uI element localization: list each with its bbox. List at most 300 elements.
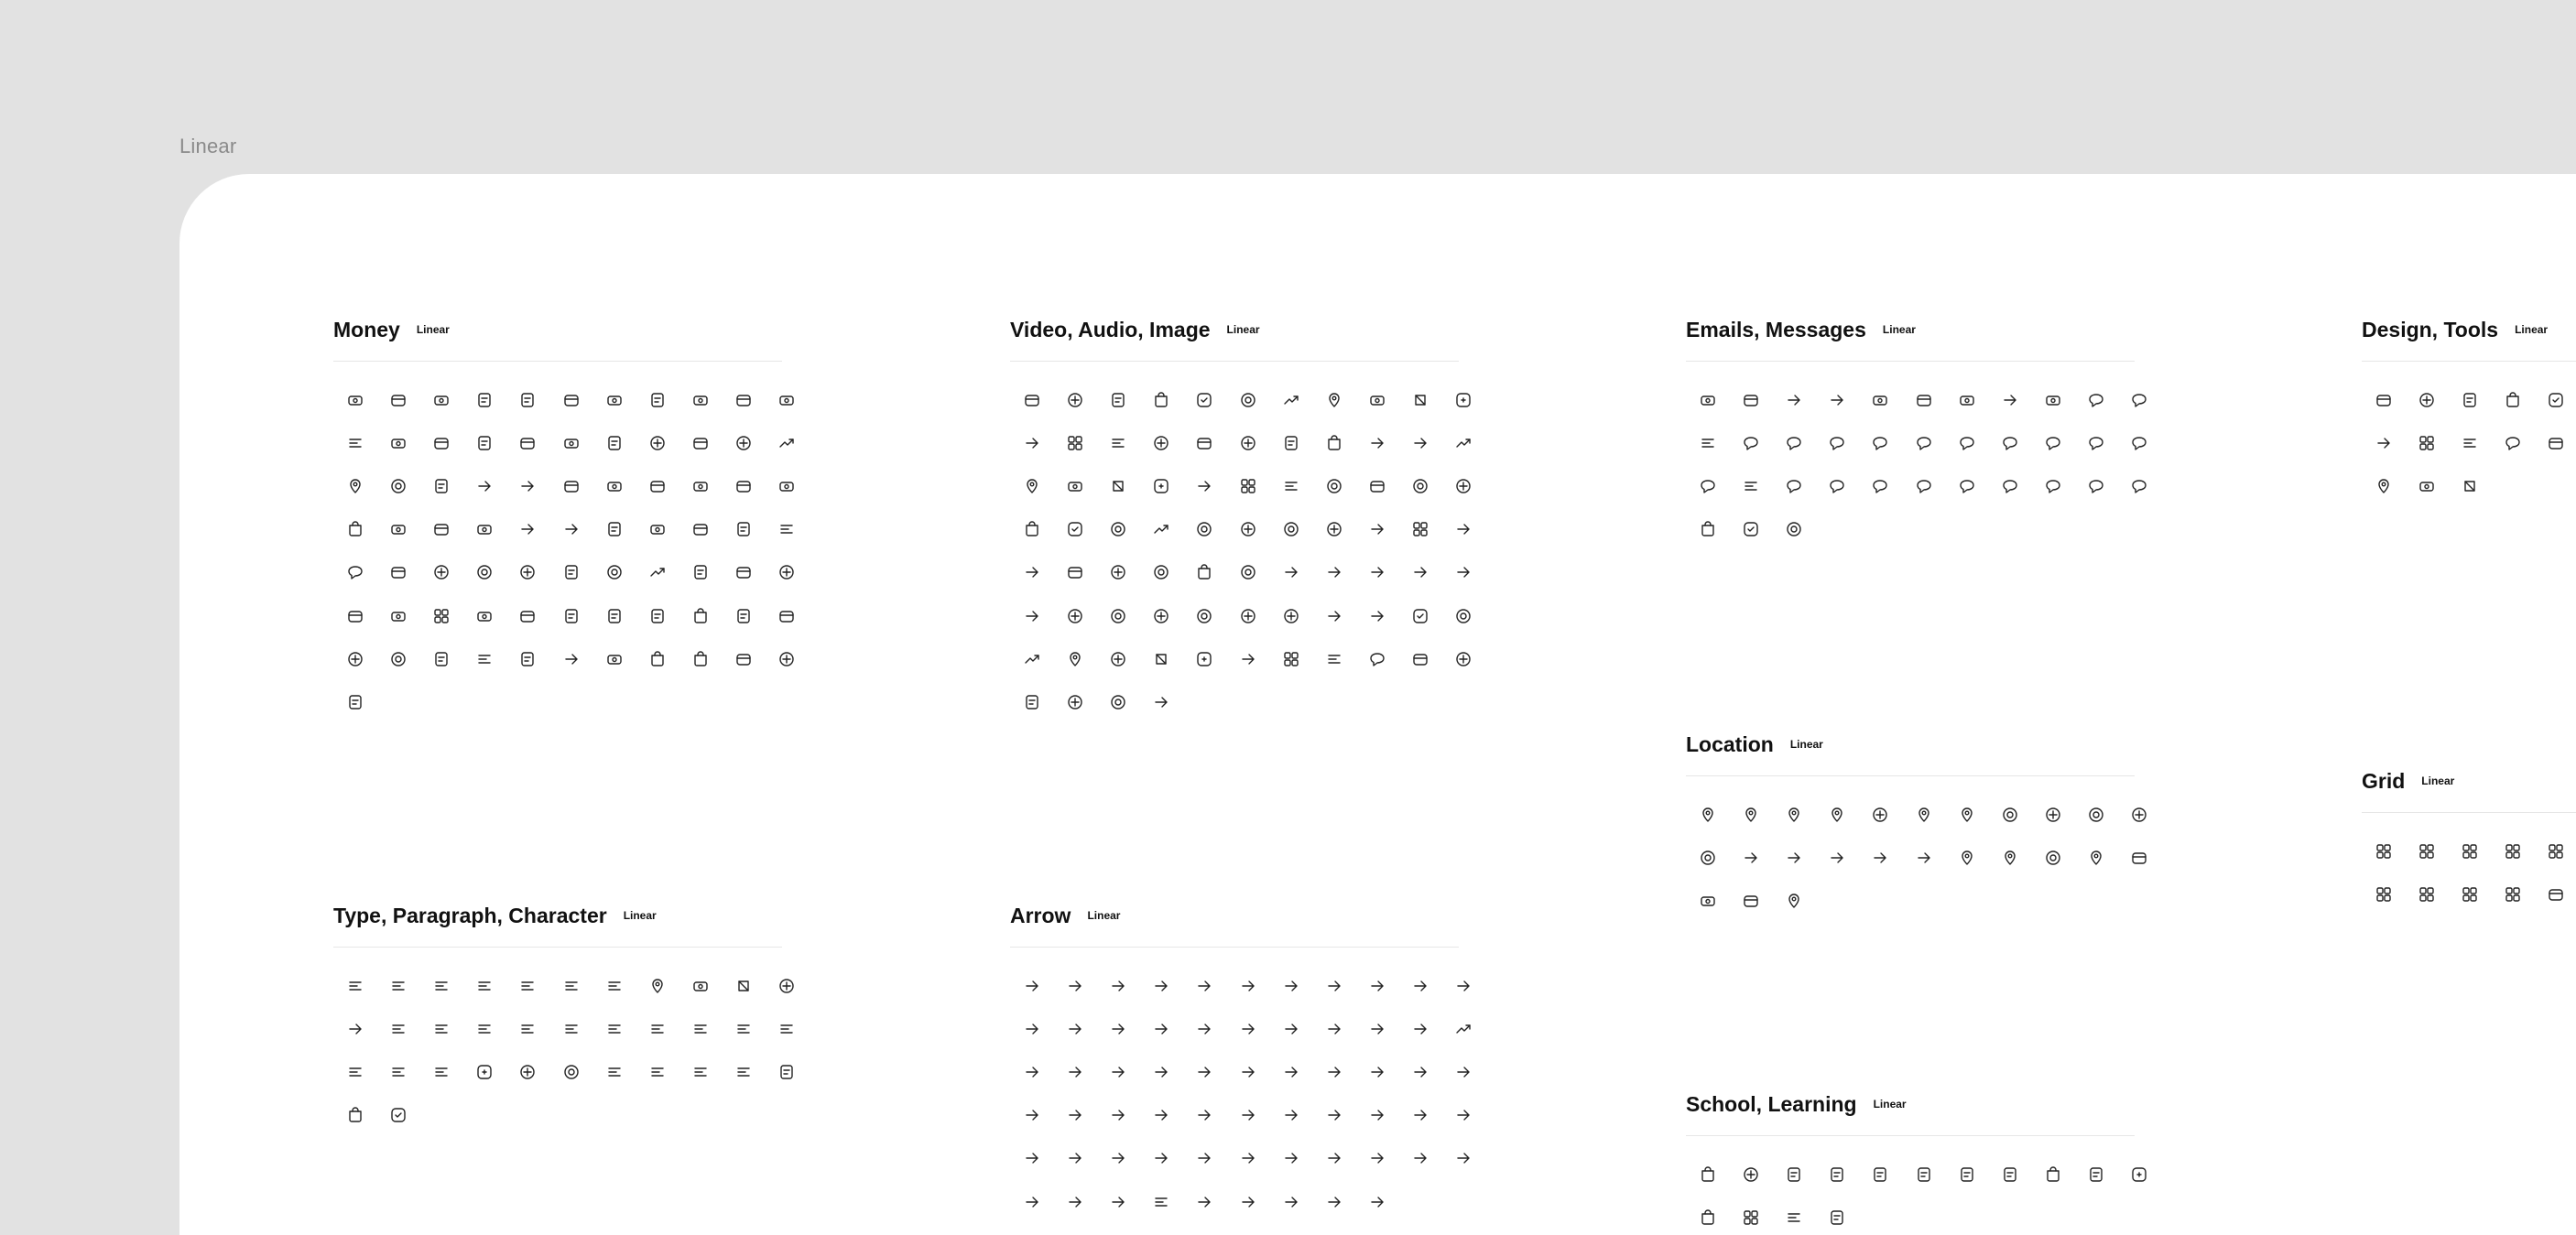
receipt-edit-icon[interactable]	[506, 378, 549, 421]
microphone-icon[interactable]	[1010, 378, 1053, 421]
export-3-icon[interactable]	[1183, 1137, 1226, 1180]
location-cross-icon[interactable]	[1945, 793, 1988, 836]
grid-4-icon[interactable]	[2492, 829, 2535, 872]
teacher-2-icon[interactable]	[1729, 1196, 1772, 1235]
shopping-bag-icon[interactable]	[636, 637, 679, 680]
receipt-minus-icon[interactable]	[463, 421, 506, 464]
tag-icon[interactable]	[592, 551, 636, 594]
pause-circle-icon[interactable]	[1053, 680, 1096, 723]
receive-square-icon[interactable]	[1183, 1094, 1226, 1137]
play-add-icon[interactable]	[1399, 637, 1442, 680]
refresh-square-icon[interactable]	[1356, 1180, 1399, 1223]
card-pos-icon[interactable]	[723, 378, 766, 421]
forward-10-icon[interactable]	[1442, 551, 1485, 594]
arrow-up-2-icon[interactable]	[1053, 1007, 1096, 1050]
voice-cricle-icon[interactable]	[1053, 637, 1096, 680]
convert-icon[interactable]	[1269, 1094, 1312, 1137]
camera-slash-icon[interactable]	[1140, 464, 1183, 507]
layer-icon[interactable]	[2362, 421, 2405, 464]
camera-icon[interactable]	[1096, 464, 1139, 507]
building-icon[interactable]	[1772, 1196, 1815, 1235]
camera-2-icon[interactable]	[1140, 637, 1183, 680]
note-2-icon[interactable]	[419, 637, 462, 680]
arrow-down-2-icon[interactable]	[1096, 1007, 1139, 1050]
gallery-add-icon[interactable]	[1269, 421, 1312, 464]
message-favorite-icon[interactable]	[1816, 464, 1859, 507]
play-icon[interactable]	[1269, 464, 1312, 507]
bank-icon[interactable]	[766, 421, 809, 464]
smallcaps-icon[interactable]	[376, 1007, 419, 1050]
image-icon[interactable]	[1183, 464, 1226, 507]
gallery-remove-icon[interactable]	[1010, 464, 1053, 507]
message-tick-icon[interactable]	[1988, 421, 2031, 464]
text-underline-icon[interactable]	[506, 1007, 549, 1050]
card-send-icon[interactable]	[506, 508, 549, 551]
money-recive-icon[interactable]	[549, 464, 592, 507]
gps-slash-icon[interactable]	[2032, 836, 2075, 879]
money-remove-icon[interactable]	[679, 421, 723, 464]
note-text-icon[interactable]	[463, 637, 506, 680]
security-card-icon[interactable]	[376, 551, 419, 594]
gallery-slash-icon[interactable]	[1226, 421, 1269, 464]
refresh-left-square-icon[interactable]	[1399, 1137, 1442, 1180]
arrow-down-icon[interactable]	[1816, 836, 1859, 879]
quote-up-icon[interactable]	[679, 1007, 723, 1050]
text-icon[interactable]	[592, 1007, 636, 1050]
book-icon[interactable]	[1816, 1153, 1859, 1196]
money-forbidden-icon[interactable]	[766, 464, 809, 507]
arrow-square-icon[interactable]	[1010, 1180, 1053, 1223]
backward-10-icon[interactable]	[1312, 551, 1355, 594]
import-icon[interactable]	[1096, 1094, 1139, 1137]
volume-high-icon[interactable]	[1356, 378, 1399, 421]
textalign-justifyleft-icon[interactable]	[463, 964, 506, 1007]
clipboard-icon[interactable]	[2075, 1153, 2118, 1196]
archive-icon[interactable]	[592, 594, 636, 637]
card-add-icon[interactable]	[723, 464, 766, 507]
musicnote-icon[interactable]	[1442, 464, 1485, 507]
cards-icon[interactable]	[463, 594, 506, 637]
percentage-square-icon[interactable]	[592, 421, 636, 464]
money-time-icon[interactable]	[679, 464, 723, 507]
direct-send-icon[interactable]	[1988, 378, 2031, 421]
textalign-center-icon[interactable]	[376, 964, 419, 1007]
card-coin-icon[interactable]	[766, 551, 809, 594]
import-3-icon[interactable]	[1140, 1137, 1183, 1180]
frame-icon[interactable]	[1140, 1180, 1183, 1223]
grid-5-icon[interactable]	[2535, 829, 2576, 872]
direct-notification-icon[interactable]	[2032, 378, 2075, 421]
arrow-right-icon[interactable]	[1356, 964, 1399, 1007]
dollar-square-icon[interactable]	[636, 421, 679, 464]
note-2-icon[interactable]	[1816, 1196, 1859, 1235]
note-icon[interactable]	[679, 551, 723, 594]
brightness-icon[interactable]	[1442, 594, 1485, 637]
message-text-2-icon[interactable]	[1729, 464, 1772, 507]
path-icon[interactable]	[2448, 421, 2491, 464]
refresh-right-square-icon[interactable]	[1442, 1137, 1485, 1180]
music-square-icon[interactable]	[1226, 551, 1269, 594]
maximize-icon[interactable]	[2535, 872, 2576, 915]
message-icon[interactable]	[2075, 378, 2118, 421]
receipt-icon[interactable]	[463, 378, 506, 421]
eraser-icon[interactable]	[2492, 421, 2535, 464]
volume-up-icon[interactable]	[1399, 378, 1442, 421]
note-add-icon[interactable]	[506, 637, 549, 680]
wallet-search-icon[interactable]	[679, 378, 723, 421]
export-2-icon[interactable]	[1010, 1137, 1053, 1180]
video-play-icon[interactable]	[1226, 637, 1269, 680]
chart-square-icon[interactable]	[419, 551, 462, 594]
grid-3-icon[interactable]	[2448, 829, 2491, 872]
play-remove-icon[interactable]	[1442, 637, 1485, 680]
arrow-up-circle-icon[interactable]	[1399, 1050, 1442, 1093]
ticket-icon[interactable]	[766, 508, 809, 551]
arrow-circle-left-icon[interactable]	[1226, 1007, 1269, 1050]
arrow-up-3-icon[interactable]	[1312, 1050, 1355, 1093]
link-circle-icon[interactable]	[766, 964, 809, 1007]
arrow-down-square-icon[interactable]	[1226, 964, 1269, 1007]
location-icon[interactable]	[1686, 793, 1729, 836]
gallery-export-icon[interactable]	[1399, 421, 1442, 464]
text-bold-icon[interactable]	[549, 1007, 592, 1050]
link-21-icon[interactable]	[723, 964, 766, 1007]
arrow-right-2-icon[interactable]	[1140, 1007, 1183, 1050]
wallet-money-icon[interactable]	[376, 378, 419, 421]
dollar-circle-2-icon[interactable]	[333, 637, 376, 680]
directbox-default-icon[interactable]	[1729, 378, 1772, 421]
stop-circle-icon[interactable]	[1096, 680, 1139, 723]
arrow-left-2-icon[interactable]	[1183, 1007, 1226, 1050]
empty-wallet-add-icon[interactable]	[636, 508, 679, 551]
gallery-edit-icon[interactable]	[1442, 421, 1485, 464]
brush-icon[interactable]	[2448, 378, 2491, 421]
card-tick-icon[interactable]	[679, 508, 723, 551]
arrow-up-square-icon[interactable]	[1183, 964, 1226, 1007]
message-square-icon[interactable]	[1902, 464, 1945, 507]
quote-up-square-icon[interactable]	[766, 1007, 809, 1050]
audio-square-icon[interactable]	[1183, 551, 1226, 594]
video-slash-icon[interactable]	[1053, 421, 1096, 464]
empty-wallet-icon[interactable]	[636, 464, 679, 507]
arrow-circle-down-icon[interactable]	[1312, 1007, 1355, 1050]
rotate-left-icon[interactable]	[1096, 1050, 1139, 1093]
music-square-remove-icon[interactable]	[1226, 594, 1269, 637]
message-time-icon[interactable]	[2075, 421, 2118, 464]
bag-icon[interactable]	[679, 637, 723, 680]
direct-normal-icon[interactable]	[1945, 378, 1988, 421]
textalign-justifycenter-icon[interactable]	[506, 964, 549, 1007]
pharagraphspacing-icon[interactable]	[723, 1050, 766, 1093]
colorfilter-icon[interactable]	[2535, 421, 2576, 464]
direct-up-icon[interactable]	[2118, 836, 2161, 879]
video-octagon-icon[interactable]	[1096, 508, 1139, 551]
language-circle-icon[interactable]	[549, 1050, 592, 1093]
quote-down-circle-icon[interactable]	[419, 1050, 462, 1093]
message-edit-icon[interactable]	[2032, 421, 2075, 464]
coin-icon[interactable]	[376, 464, 419, 507]
minus-square-icon[interactable]	[1686, 508, 1729, 551]
device-message-icon[interactable]	[2118, 464, 2161, 507]
textalign-right-icon[interactable]	[419, 964, 462, 1007]
video-tick-icon[interactable]	[1356, 637, 1399, 680]
music-circle-icon[interactable]	[1140, 421, 1183, 464]
video-icon[interactable]	[1010, 421, 1053, 464]
previous-icon[interactable]	[1053, 551, 1096, 594]
language-square-icon[interactable]	[592, 1050, 636, 1093]
mask-icon[interactable]	[1226, 464, 1269, 507]
gallery-favorite-icon[interactable]	[1053, 464, 1096, 507]
book-square-icon[interactable]	[1988, 1153, 2031, 1196]
microphone-slash-icon[interactable]	[1053, 378, 1096, 421]
message-add-icon[interactable]	[1729, 421, 1772, 464]
send-square-icon[interactable]	[1226, 1094, 1269, 1137]
arrow-down-left-icon[interactable]	[1010, 964, 1053, 1007]
arrow-swap-horizontal-icon[interactable]	[1096, 964, 1139, 1007]
arrow-down-3-icon[interactable]	[1356, 1050, 1399, 1093]
music-library-icon[interactable]	[1053, 594, 1096, 637]
map-icon[interactable]	[1945, 836, 1988, 879]
global-icon[interactable]	[2075, 793, 2118, 836]
briefcase-icon[interactable]	[1686, 1153, 1729, 1196]
redo-circle-icon[interactable]	[1226, 1180, 1269, 1223]
direct-left-icon[interactable]	[1729, 879, 1772, 922]
book-saved-icon[interactable]	[1859, 1153, 1902, 1196]
volume-slash-icon[interactable]	[1226, 378, 1269, 421]
arrow-circle-2-icon[interactable]	[1053, 1180, 1096, 1223]
sms-notification-icon[interactable]	[2075, 464, 2118, 507]
gallery-tick-icon[interactable]	[1312, 421, 1355, 464]
money-3-icon[interactable]	[333, 594, 376, 637]
discount-circle-icon[interactable]	[723, 421, 766, 464]
routing-icon[interactable]	[1988, 836, 2031, 879]
arrow-circle-up-icon[interactable]	[1356, 1007, 1399, 1050]
wallet-add-icon[interactable]	[419, 378, 462, 421]
brifecase-timer-icon[interactable]	[1686, 1196, 1729, 1235]
bookmark-icon[interactable]	[1902, 1153, 1945, 1196]
video-remove-icon[interactable]	[1312, 637, 1355, 680]
sms-edit-icon[interactable]	[2032, 464, 2075, 507]
music-filter-icon[interactable]	[1140, 551, 1183, 594]
repeate-one-icon[interactable]	[1356, 594, 1399, 637]
discount-shape-icon[interactable]	[636, 551, 679, 594]
forward-15-icon[interactable]	[1010, 594, 1053, 637]
video-time-icon[interactable]	[1096, 551, 1139, 594]
card-remove-icon[interactable]	[419, 508, 462, 551]
subtitle-icon[interactable]	[1140, 508, 1183, 551]
arrow-circle-right-icon[interactable]	[1269, 1007, 1312, 1050]
paintbucket-icon[interactable]	[2405, 378, 2448, 421]
gps-icon[interactable]	[1859, 793, 1902, 836]
ticket-star-icon[interactable]	[333, 551, 376, 594]
gallery-icon[interactable]	[1183, 421, 1226, 464]
calculator-icon[interactable]	[333, 680, 376, 723]
card-slash-icon[interactable]	[376, 594, 419, 637]
messages-3-icon[interactable]	[1945, 464, 1988, 507]
pen-tool-icon[interactable]	[2535, 378, 2576, 421]
gallery-2-icon[interactable]	[1269, 594, 1312, 637]
message-remove-icon[interactable]	[1902, 421, 1945, 464]
money-tick-icon[interactable]	[506, 594, 549, 637]
textalign-left-icon[interactable]	[333, 964, 376, 1007]
wallet-icon[interactable]	[333, 378, 376, 421]
textalign-justifyright-icon[interactable]	[549, 964, 592, 1007]
archive-book-icon[interactable]	[549, 551, 592, 594]
receive-icon[interactable]	[1226, 1137, 1269, 1180]
arrow-right-3-icon[interactable]	[1269, 1050, 1312, 1093]
directbox-send-icon[interactable]	[1772, 378, 1815, 421]
receipt-2-icon[interactable]	[419, 464, 462, 507]
database-icon[interactable]	[333, 464, 376, 507]
rotate-icon[interactable]	[1096, 1180, 1139, 1223]
arrow-swap-circle-icon[interactable]	[1312, 1180, 1355, 1223]
video-vertical-icon[interactable]	[1010, 508, 1053, 551]
arrow-left-icon[interactable]	[1859, 836, 1902, 879]
direct-icon[interactable]	[1859, 378, 1902, 421]
shuffle-icon[interactable]	[1399, 594, 1442, 637]
refresh-icon[interactable]	[1140, 680, 1183, 723]
link-square-icon[interactable]	[333, 1007, 376, 1050]
forward-square-icon[interactable]	[1399, 1094, 1442, 1137]
quote-up-circle-icon[interactable]	[376, 1050, 419, 1093]
element-equal-icon[interactable]	[2405, 872, 2448, 915]
money-4-icon[interactable]	[463, 508, 506, 551]
quote-down-square-icon[interactable]	[333, 1050, 376, 1093]
sms-search-icon[interactable]	[1686, 464, 1729, 507]
refresh-2-icon[interactable]	[1183, 1050, 1226, 1093]
record-circle-icon[interactable]	[1269, 508, 1312, 551]
direct-inbox-icon[interactable]	[1902, 378, 1945, 421]
backward-icon[interactable]	[1442, 508, 1485, 551]
tag-2-icon[interactable]	[419, 594, 462, 637]
moneys-icon[interactable]	[506, 421, 549, 464]
send-icon[interactable]	[1269, 1137, 1312, 1180]
grid-2-icon[interactable]	[2405, 829, 2448, 872]
volume-cross-icon[interactable]	[1269, 378, 1312, 421]
directbox-receive-icon[interactable]	[1816, 378, 1859, 421]
sms-icon[interactable]	[1988, 464, 2031, 507]
arrow-swap-icon[interactable]	[1399, 1007, 1442, 1050]
record-icon[interactable]	[1312, 464, 1355, 507]
microphone-slash-2-icon[interactable]	[1140, 378, 1183, 421]
wallet-3-icon[interactable]	[766, 594, 809, 637]
card-edit-icon[interactable]	[376, 508, 419, 551]
arrow-left-3-icon[interactable]	[1226, 1050, 1269, 1093]
gallery-import-icon[interactable]	[1356, 421, 1399, 464]
archive-minus-icon[interactable]	[723, 594, 766, 637]
global-search-icon[interactable]	[1686, 836, 1729, 879]
volume-icon[interactable]	[1442, 378, 1485, 421]
grammerly-icon[interactable]	[333, 1094, 376, 1137]
music-icon[interactable]	[1399, 464, 1442, 507]
award-icon[interactable]	[1772, 1153, 1815, 1196]
link-icon[interactable]	[636, 964, 679, 1007]
money-5-icon[interactable]	[592, 637, 636, 680]
arrow-right-square-icon[interactable]	[1312, 964, 1355, 1007]
logout-2-icon[interactable]	[1096, 1137, 1139, 1180]
arrow-up-icon[interactable]	[1772, 836, 1815, 879]
direct-right-icon[interactable]	[1686, 879, 1729, 922]
sms-tracking-icon[interactable]	[2118, 421, 2161, 464]
microphone-2-icon[interactable]	[1096, 378, 1139, 421]
textalign-justify-icon[interactable]	[636, 1007, 679, 1050]
location-add-icon[interactable]	[1729, 793, 1772, 836]
backward-5-icon[interactable]	[1269, 551, 1312, 594]
bill-icon[interactable]	[766, 637, 809, 680]
message-question-icon[interactable]	[1859, 421, 1902, 464]
text-icon[interactable]	[463, 1007, 506, 1050]
back-square-icon[interactable]	[1356, 1094, 1399, 1137]
login-2-icon[interactable]	[1053, 1137, 1096, 1180]
text-block-2-icon[interactable]	[636, 1050, 679, 1093]
message-programming-icon[interactable]	[1859, 464, 1902, 507]
arrow-3-icon[interactable]	[1140, 964, 1183, 1007]
quote-down-icon[interactable]	[723, 1007, 766, 1050]
tag-right-icon[interactable]	[723, 637, 766, 680]
attach-circle-icon[interactable]	[506, 1050, 549, 1093]
receipt-search-icon[interactable]	[592, 508, 636, 551]
message-search-icon[interactable]	[1772, 464, 1815, 507]
shapes-icon[interactable]	[2362, 464, 2405, 507]
wallet-check-icon[interactable]	[549, 378, 592, 421]
forward-icon[interactable]	[1010, 551, 1053, 594]
play-circle-icon[interactable]	[1183, 508, 1226, 551]
undo-circle-icon[interactable]	[1183, 1180, 1226, 1223]
firstline-icon[interactable]	[679, 1050, 723, 1093]
ruler-icon[interactable]	[2118, 1153, 2161, 1196]
screenmirroring-icon[interactable]	[1183, 637, 1226, 680]
refresh-circle-icon[interactable]	[1356, 1137, 1399, 1180]
redo-icon[interactable]	[1053, 1050, 1096, 1093]
arrow-left-square-icon[interactable]	[1269, 964, 1312, 1007]
logout-icon[interactable]	[1053, 1094, 1096, 1137]
voice-square-icon[interactable]	[1010, 637, 1053, 680]
arrow-up-icon[interactable]	[1442, 964, 1485, 1007]
export-icon[interactable]	[1140, 1094, 1183, 1137]
login-icon[interactable]	[1010, 1094, 1053, 1137]
music-dashboard-icon[interactable]	[1226, 508, 1269, 551]
arrow-down-icon[interactable]	[1010, 1007, 1053, 1050]
timer-icon[interactable]	[506, 464, 549, 507]
repeat-circle-icon[interactable]	[1312, 1094, 1355, 1137]
add-square-icon[interactable]	[1729, 508, 1772, 551]
forward-5-icon[interactable]	[1399, 551, 1442, 594]
note-favorite-icon[interactable]	[1945, 1153, 1988, 1196]
arrange-square-icon[interactable]	[1442, 1007, 1485, 1050]
grid-1-icon[interactable]	[2362, 829, 2405, 872]
text-block-icon[interactable]	[592, 964, 636, 1007]
message-minus-icon[interactable]	[1945, 421, 1988, 464]
coin-2-icon[interactable]	[463, 551, 506, 594]
music-square-search-icon[interactable]	[1183, 594, 1226, 637]
wallet-remove-icon[interactable]	[766, 378, 809, 421]
wallet-2-icon[interactable]	[419, 421, 462, 464]
volume-mute-icon[interactable]	[1183, 378, 1226, 421]
next-icon[interactable]	[1399, 508, 1442, 551]
radar-icon[interactable]	[1988, 793, 2031, 836]
element-4-icon[interactable]	[2492, 872, 2535, 915]
strongbox-2-icon[interactable]	[679, 594, 723, 637]
map-2-icon[interactable]	[2075, 836, 2118, 879]
play-cricle-icon[interactable]	[1010, 680, 1053, 723]
message-notif-icon[interactable]	[2118, 378, 2161, 421]
backward-15-icon[interactable]	[1356, 551, 1399, 594]
radar-2-icon[interactable]	[2032, 793, 2075, 836]
money-add-icon[interactable]	[549, 421, 592, 464]
directbox-notif-icon[interactable]	[1686, 378, 1729, 421]
messages-icon[interactable]	[1772, 421, 1815, 464]
video-horizontal-icon[interactable]	[1053, 508, 1096, 551]
